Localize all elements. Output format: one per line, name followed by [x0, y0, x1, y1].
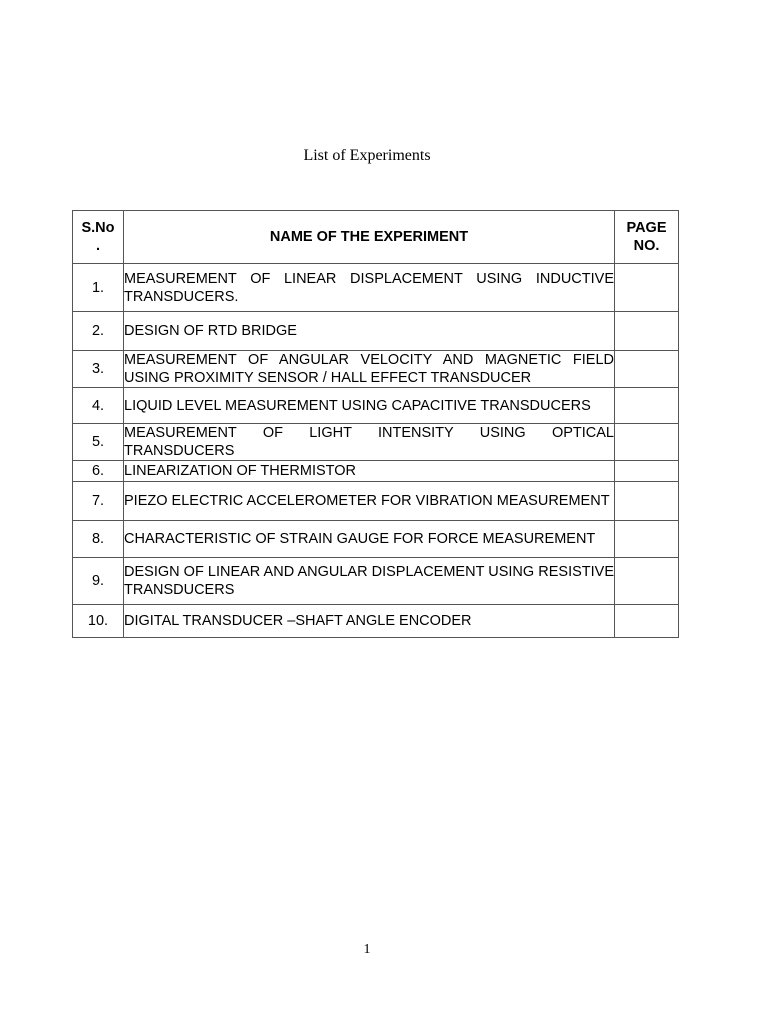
- row-page-no: [615, 351, 679, 388]
- row-sno: 5.: [73, 424, 124, 461]
- table-row: [73, 461, 679, 482]
- row-page-no: [615, 312, 679, 351]
- row-page-no: [615, 482, 679, 521]
- row-experiment-name: CHARACTERISTIC OF STRAIN GAUGE FOR FORCE MEASUREMENT: [124, 521, 615, 558]
- row-sno: 9.: [73, 558, 124, 605]
- row-experiment-name: MEASUREMENT OF LIGHT INTENSITY USING OPTICAL TRANSDUCERS: [124, 425, 614, 459]
- table-row: [73, 264, 679, 312]
- row-experiment-name: MEASUREMENT OF LINEAR DISPLACEMENT USING INDUCTIVE TRANSDUCERS.: [124, 264, 615, 312]
- row-sno: 7.: [73, 482, 124, 521]
- row-sno: 4.: [73, 388, 124, 424]
- row-experiment-name: LINEARIZATION OF THERMISTOR: [124, 461, 615, 482]
- header-name: NAME OF THE EXPERIMENT: [124, 211, 615, 264]
- row-sno: 3.: [73, 351, 124, 388]
- row-page-no: [615, 264, 679, 312]
- row-experiment-name: DESIGN OF RTD BRIDGE: [124, 312, 615, 351]
- row-page-no: [615, 461, 679, 482]
- table-header-row: [73, 211, 679, 264]
- page-number: 1: [363, 942, 371, 957]
- table-row: [73, 605, 679, 638]
- table-row: [73, 388, 679, 424]
- page-title: List of Experiments: [303, 147, 431, 164]
- row-sno: 8.: [73, 521, 124, 558]
- row-page-no: [615, 605, 679, 638]
- table-row: [73, 424, 679, 461]
- row-page-no: [615, 521, 679, 558]
- table-row: [73, 351, 679, 388]
- table-row: [73, 312, 679, 351]
- row-page-no: [615, 424, 679, 461]
- row-sno: 1.: [73, 264, 124, 312]
- row-experiment-name: MEASUREMENT OF ANGULAR VELOCITY AND MAGNETIC FIELD USING PROXIMITY SENSOR / HALL EFFECT TRANSDUCER: [124, 352, 614, 386]
- row-page-no: [615, 388, 679, 424]
- header-page: PAGE NO.: [615, 211, 679, 264]
- row-sno: 10.: [73, 605, 124, 638]
- table-row: [73, 521, 679, 558]
- row-experiment-name: LIQUID LEVEL MEASUREMENT USING CAPACITIVE TRANSDUCERS: [124, 388, 615, 424]
- row-sno: 6.: [73, 461, 124, 482]
- header-sno-label: S.No .: [81, 220, 115, 254]
- row-sno: 2.: [73, 312, 124, 351]
- row-experiment-name: PIEZO ELECTRIC ACCELEROMETER FOR VIBRATION MEASUREMENT: [124, 482, 615, 521]
- table-row: [73, 558, 679, 605]
- row-page-no: [615, 558, 679, 605]
- row-experiment-name: DIGITAL TRANSDUCER –SHAFT ANGLE ENCODER: [124, 605, 615, 638]
- header-sno: [73, 211, 124, 264]
- row-experiment-name: DESIGN OF LINEAR AND ANGULAR DISPLACEMENT USING RESISTIVE TRANSDUCERS: [124, 558, 615, 605]
- table-row: [73, 482, 679, 521]
- experiments-table: [72, 210, 679, 638]
